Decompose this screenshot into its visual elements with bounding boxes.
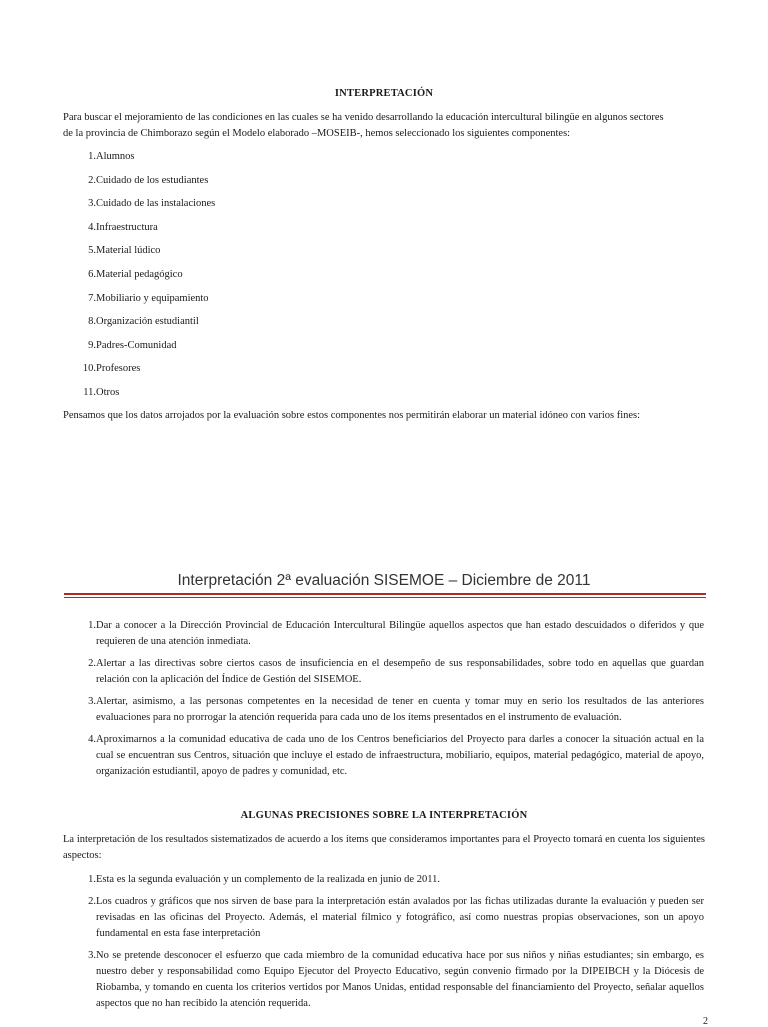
purposes-list <box>62 618 704 780</box>
header-rule-thin <box>64 597 706 598</box>
list-item: 5. Material lúdico <box>88 245 161 257</box>
section-title-precisiones: ALGUNAS PRECISIONES SOBRE LA INTERPRETACIÓN <box>240 810 528 821</box>
intro-paragraph <box>63 110 743 142</box>
list-item: 9. Padres-Comunidad <box>88 339 177 351</box>
list-item: 4. Aproximarnos a la comunidad educativa de cada uno de los Centros beneficiarios del Proyecto para darles a conocer la situación actual en la cual se encuentran sus Centros, situación que incluye el estado de infraestructura, mobiliario, equipos, material pedagógico, material de apoyo, organización estudiantil, apoyo de padres y comunidad, etc. <box>88 734 704 777</box>
list-item: 8. Organización estudiantil <box>88 316 199 328</box>
list-item: 1. Dar a conocer a la Dirección Provincial de Educación Intercultural Bilingüe aquellos aspectos que han estado descuidados o diferidos y que requieren de una atención inmediata. <box>88 620 704 647</box>
intro-line-2: de la provincia de Chimborazo según el Modelo elaborado –MOSEIB-, hemos seleccionado los siguientes componentes: <box>63 128 571 139</box>
list-item: 10. Profesores <box>82 363 141 375</box>
aspects-list <box>62 872 704 1012</box>
precisiones-intro: La interpretación de los resultados sistematizados de acuerdo a los ítems que consideramos importantes para el Proyecto tomará en cuenta los siguientes aspectos: <box>63 834 705 861</box>
list-item: 2. Alertar a las directivas sobre ciertos casos de insuficiencia en el desempeño de sus responsabilidades, sobre todo en aquellas que guardan relación con la aplicación del Índice de Gestión del SISEMOE. <box>88 658 704 685</box>
list-item: 1. Alumnos <box>88 151 135 162</box>
intro-line-1: Para buscar el mejoramiento de las condiciones en las cuales se ha venido desarrollando la educación intercultural bilingüe en algunos sectores <box>63 112 664 123</box>
header-rule <box>64 593 706 595</box>
closing-paragraph: Pensamos que los datos arrojados por la evaluación sobre estos componentes nos permitirán elaborar un material idóneo con varios fines: <box>63 410 641 421</box>
list-item: 7. Mobiliario y equipamiento <box>88 292 209 304</box>
list-item: 11. Otros <box>83 386 120 398</box>
page-number: 2 <box>703 1016 708 1027</box>
list-item: 2. Los cuadros y gráficos que nos sirven de base para la interpretación están avalados por las fichas utilizadas durante la evaluación y pueden ser revisadas en las oficinas del Proyecto. Además, el material fílmico y fotográfico, así como nuestras propias observaciones, son un apoyo fundamental en esta fase interpretación <box>88 896 704 939</box>
list-item: 2. Cuidado de los estudiantes <box>88 174 209 186</box>
document-header-title: Interpretación 2ª evaluación SISEMOE – Diciembre de 2011 <box>177 572 591 589</box>
section-title-interpretacion: INTERPRETACIÓN <box>334 88 434 99</box>
list-item: 6. Material pedagógico <box>88 268 183 280</box>
list-item: 3. Alertar, asimismo, a las personas competentes en la necesidad de tener en cuenta y tomar muy en serio los resultados de las anteriores evaluaciones para no prorrogar la atención requerida para cada uno de los ítems presentados en el instrumento de evaluación. <box>88 696 704 723</box>
list-item: 3. Cuidado de las instalaciones <box>88 198 216 210</box>
components-list <box>62 149 722 409</box>
list-item: 1. Esta es la segunda evaluación y un complemento de la realizada en junio de 2011. <box>88 874 440 885</box>
list-item: 4. Infraestructura <box>88 221 158 233</box>
list-item: 3. No se pretende desconocer el esfuerzo que cada miembro de la comunidad educativa hace por sus niños y niñas estudiantes; sin embargo, es nuestro deber y responsabilidad como Equipo Ejecutor del Proyecto Educativo, según convenio firmado por la DIPEIBCH y la Diócesis de Riobamba, y tomando en cuenta los criterios vertidos por Manos Unidas, entidad responsable del financiamiento del Proyecto, señalar aquellos aspectos que no han recibido la atención requerida. <box>88 950 704 1009</box>
